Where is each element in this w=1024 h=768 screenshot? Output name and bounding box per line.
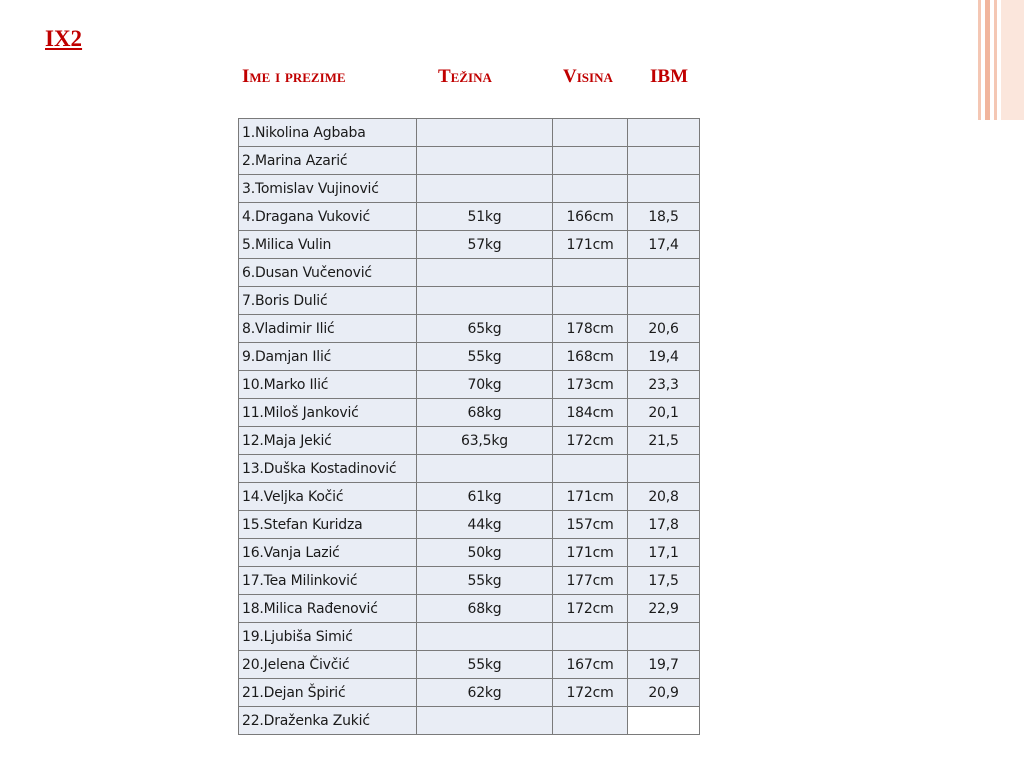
cell-weight: 55kg <box>417 343 553 371</box>
cell-name: 5.Milica Vulin <box>239 231 417 259</box>
cell-weight <box>417 707 553 735</box>
table-row <box>239 315 700 343</box>
cell-height <box>553 175 628 203</box>
table-row <box>239 259 700 287</box>
cell-weight <box>417 259 553 287</box>
header-name: Ime i prezime <box>242 66 346 87</box>
table-row <box>239 343 700 371</box>
table-row <box>239 455 700 483</box>
cell-name: 16.Vanja Lazić <box>239 539 417 567</box>
cell-bmi <box>628 455 700 483</box>
cell-weight <box>417 455 553 483</box>
cell-name: 20.Jelena Čivčić <box>239 651 417 679</box>
cell-height: 172cm <box>553 427 628 455</box>
cell-bmi: 23,3 <box>628 371 700 399</box>
cell-bmi: 22,9 <box>628 595 700 623</box>
cell-bmi <box>628 259 700 287</box>
cell-height <box>553 147 628 175</box>
cell-height <box>553 707 628 735</box>
cell-name: 17.Tea Milinković <box>239 567 417 595</box>
cell-height: 172cm <box>553 679 628 707</box>
cell-name: 4.Dragana Vuković <box>239 203 417 231</box>
cell-name: 22.Draženka Zukić <box>239 707 417 735</box>
cell-height <box>553 287 628 315</box>
table-row <box>239 567 700 595</box>
cell-name: 15.Stefan Kuridza <box>239 511 417 539</box>
cell-height <box>553 455 628 483</box>
cell-name: 19.Ljubiša Simić <box>239 623 417 651</box>
table-row <box>239 623 700 651</box>
cell-bmi: 21,5 <box>628 427 700 455</box>
cell-bmi <box>628 119 700 147</box>
cell-height: 178cm <box>553 315 628 343</box>
cell-weight: 61kg <box>417 483 553 511</box>
table-row <box>239 147 700 175</box>
table-row <box>239 287 700 315</box>
cell-weight <box>417 287 553 315</box>
cell-bmi: 17,4 <box>628 231 700 259</box>
cell-weight <box>417 119 553 147</box>
cell-height: 171cm <box>553 483 628 511</box>
table-row <box>239 231 700 259</box>
cell-name: 11.Miloš Janković <box>239 399 417 427</box>
table-row <box>239 119 700 147</box>
cell-height: 171cm <box>553 231 628 259</box>
cell-height: 177cm <box>553 567 628 595</box>
cell-name: 14.Veljka Kočić <box>239 483 417 511</box>
cell-height: 157cm <box>553 511 628 539</box>
cell-name: 2.Marina Azarić <box>239 147 417 175</box>
cell-bmi <box>628 175 700 203</box>
cell-height <box>553 623 628 651</box>
cell-bmi: 17,1 <box>628 539 700 567</box>
cell-height <box>553 259 628 287</box>
cell-name: 21.Dejan Špirić <box>239 679 417 707</box>
cell-bmi <box>628 623 700 651</box>
cell-weight: 44kg <box>417 511 553 539</box>
cell-weight <box>417 175 553 203</box>
cell-name: 10.Marko Ilić <box>239 371 417 399</box>
table-row <box>239 483 700 511</box>
cell-weight: 55kg <box>417 651 553 679</box>
table-row <box>239 539 700 567</box>
cell-weight: 68kg <box>417 595 553 623</box>
cell-name: 8.Vladimir Ilić <box>239 315 417 343</box>
cell-name: 13.Duška Kostadinović <box>239 455 417 483</box>
table-row <box>239 707 700 735</box>
cell-name: 7.Boris Dulić <box>239 287 417 315</box>
header-bmi: IBM <box>650 66 688 87</box>
cell-weight: 63,5kg <box>417 427 553 455</box>
cell-height: 173cm <box>553 371 628 399</box>
cell-weight: 68kg <box>417 399 553 427</box>
cell-bmi: 20,6 <box>628 315 700 343</box>
cell-name: 9.Damjan Ilić <box>239 343 417 371</box>
cell-bmi: 17,5 <box>628 567 700 595</box>
cell-height: 171cm <box>553 539 628 567</box>
cell-height: 166cm <box>553 203 628 231</box>
slide-title: IX2 <box>45 26 83 51</box>
cell-height: 168cm <box>553 343 628 371</box>
cell-name: 1.Nikolina Agbaba <box>239 119 417 147</box>
cell-weight: 62kg <box>417 679 553 707</box>
cell-weight <box>417 623 553 651</box>
cell-weight <box>417 147 553 175</box>
table-row <box>239 399 700 427</box>
header-weight: Težina <box>438 66 492 87</box>
cell-name: 18.Milica Rađenović <box>239 595 417 623</box>
cell-weight: 50kg <box>417 539 553 567</box>
cell-name: 3.Tomislav Vujinović <box>239 175 417 203</box>
cell-height: 167cm <box>553 651 628 679</box>
cell-bmi: 19,7 <box>628 651 700 679</box>
cell-weight: 65kg <box>417 315 553 343</box>
cell-bmi <box>628 147 700 175</box>
header-height: Visina <box>563 66 613 87</box>
table-row <box>239 679 700 707</box>
cell-weight: 57kg <box>417 231 553 259</box>
cell-height: 172cm <box>553 595 628 623</box>
cell-height: 184cm <box>553 399 628 427</box>
cell-name: 6.Dusan Vučenović <box>239 259 417 287</box>
students-table <box>238 118 700 735</box>
table-row <box>239 511 700 539</box>
table-row <box>239 427 700 455</box>
cell-bmi: 19,4 <box>628 343 700 371</box>
cell-bmi: 20,9 <box>628 679 700 707</box>
cell-height <box>553 119 628 147</box>
table-row <box>239 175 700 203</box>
cell-bmi <box>628 287 700 315</box>
cell-bmi: 20,1 <box>628 399 700 427</box>
table-row <box>239 651 700 679</box>
table-row <box>239 371 700 399</box>
cell-bmi <box>628 707 700 735</box>
cell-name: 12.Maja Jekić <box>239 427 417 455</box>
table-row <box>239 595 700 623</box>
cell-weight: 55kg <box>417 567 553 595</box>
cell-bmi: 17,8 <box>628 511 700 539</box>
decorative-corner-bars <box>978 0 1024 120</box>
cell-bmi: 18,5 <box>628 203 700 231</box>
cell-weight: 70kg <box>417 371 553 399</box>
table-row <box>239 203 700 231</box>
cell-bmi: 20,8 <box>628 483 700 511</box>
cell-weight: 51kg <box>417 203 553 231</box>
